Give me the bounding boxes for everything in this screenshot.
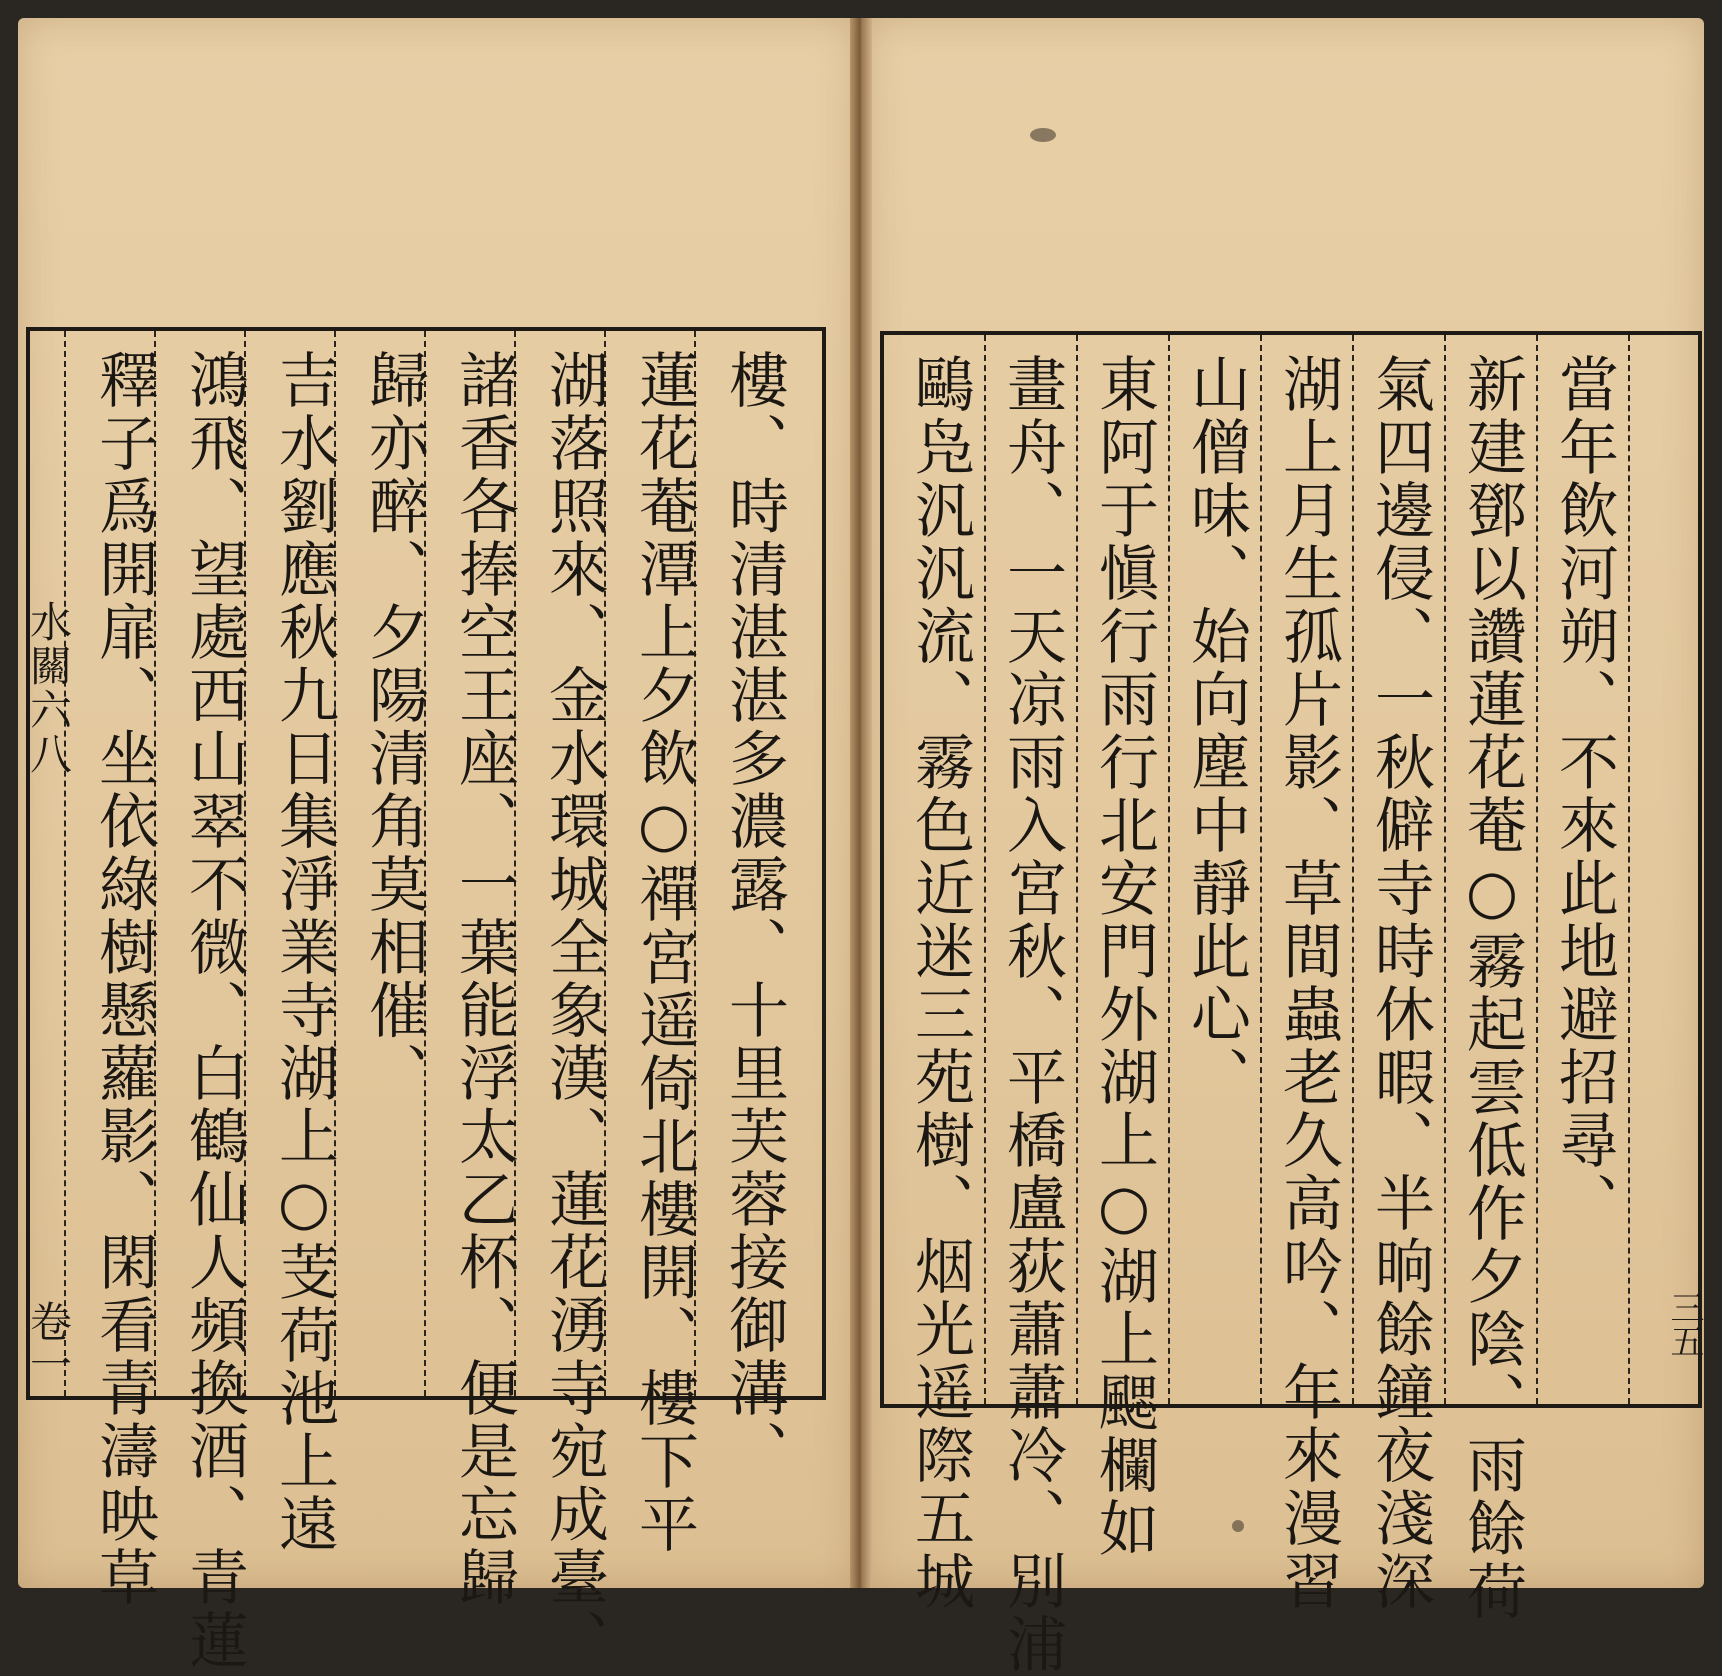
text-column: 氣四邊侵、一秋僻寺時休暇、半晌餘鐘夜淺深: [1365, 353, 1435, 1613]
ink-stain: [1030, 128, 1056, 142]
margin-book-title: 水關六八: [24, 600, 73, 776]
margin-volume-label: 卷一: [24, 1300, 73, 1384]
left-text-frame: [26, 327, 826, 1672]
text-column: 新建鄧以讚蓮花菴○霧起雲低作夕陰、雨餘荷: [1457, 353, 1527, 1623]
book-gutter: [850, 18, 872, 1588]
column-rule: [1352, 335, 1354, 1404]
ink-stain: [1232, 1520, 1244, 1532]
text-column: 鴻飛、望處西山翠不微、白鶴仙人頻換酒、青蓮: [179, 349, 249, 1672]
text-column: 蓮花菴潭上夕飲○禪宮遥倚北樓開、樓下平: [629, 349, 699, 1556]
column-rule: [1076, 335, 1078, 1404]
column-rule: [1536, 335, 1538, 1404]
text-column: 湖落照來、金水環城全象漢、蓮花湧寺宛成臺、: [539, 349, 609, 1672]
column-rule: [1628, 335, 1630, 1404]
text-column: 鷗凫汎汎流、霧色近迷三苑樹、烟光遥際五城: [905, 353, 975, 1613]
column-rule: [984, 335, 986, 1404]
column-rule: [1260, 335, 1262, 1404]
right-text-frame: [880, 331, 1702, 1676]
column-rule: [1444, 335, 1446, 1404]
text-column: 湖上月生孤片影、草間蟲老久高吟、年來漫習: [1273, 353, 1343, 1613]
text-column: 當年飲河朔、不來此地避招尋、: [1549, 353, 1619, 1235]
text-column: 諸香各捧空王座、一葉能浮太乙杯、便是忘歸: [449, 349, 519, 1609]
column-rule: [64, 331, 66, 1396]
text-column: 東阿于愼行雨行北安門外湖上○湖上颸欄如: [1089, 353, 1159, 1560]
column-rule: [1168, 335, 1170, 1404]
text-column: 吉水劉應秋九日集淨業寺湖上○芰荷池上遠: [269, 349, 339, 1556]
text-column: 畫舟、一天凉雨入宮秋、平橋盧荻蕭蕭冷、別浦: [997, 353, 1067, 1676]
text-column: 歸亦醉、夕陽清角莫相催、: [359, 349, 429, 1105]
text-column: 樓、時清湛湛多濃露、十里芙蓉接御溝、: [719, 349, 789, 1483]
text-column: 釋子爲開扉、坐依綠樹懸蘿影、閑看青濤映草: [89, 349, 159, 1609]
margin-page-number: 三五: [1664, 1290, 1704, 1358]
text-column: 山僧味、始向塵中靜此心、: [1181, 353, 1251, 1109]
